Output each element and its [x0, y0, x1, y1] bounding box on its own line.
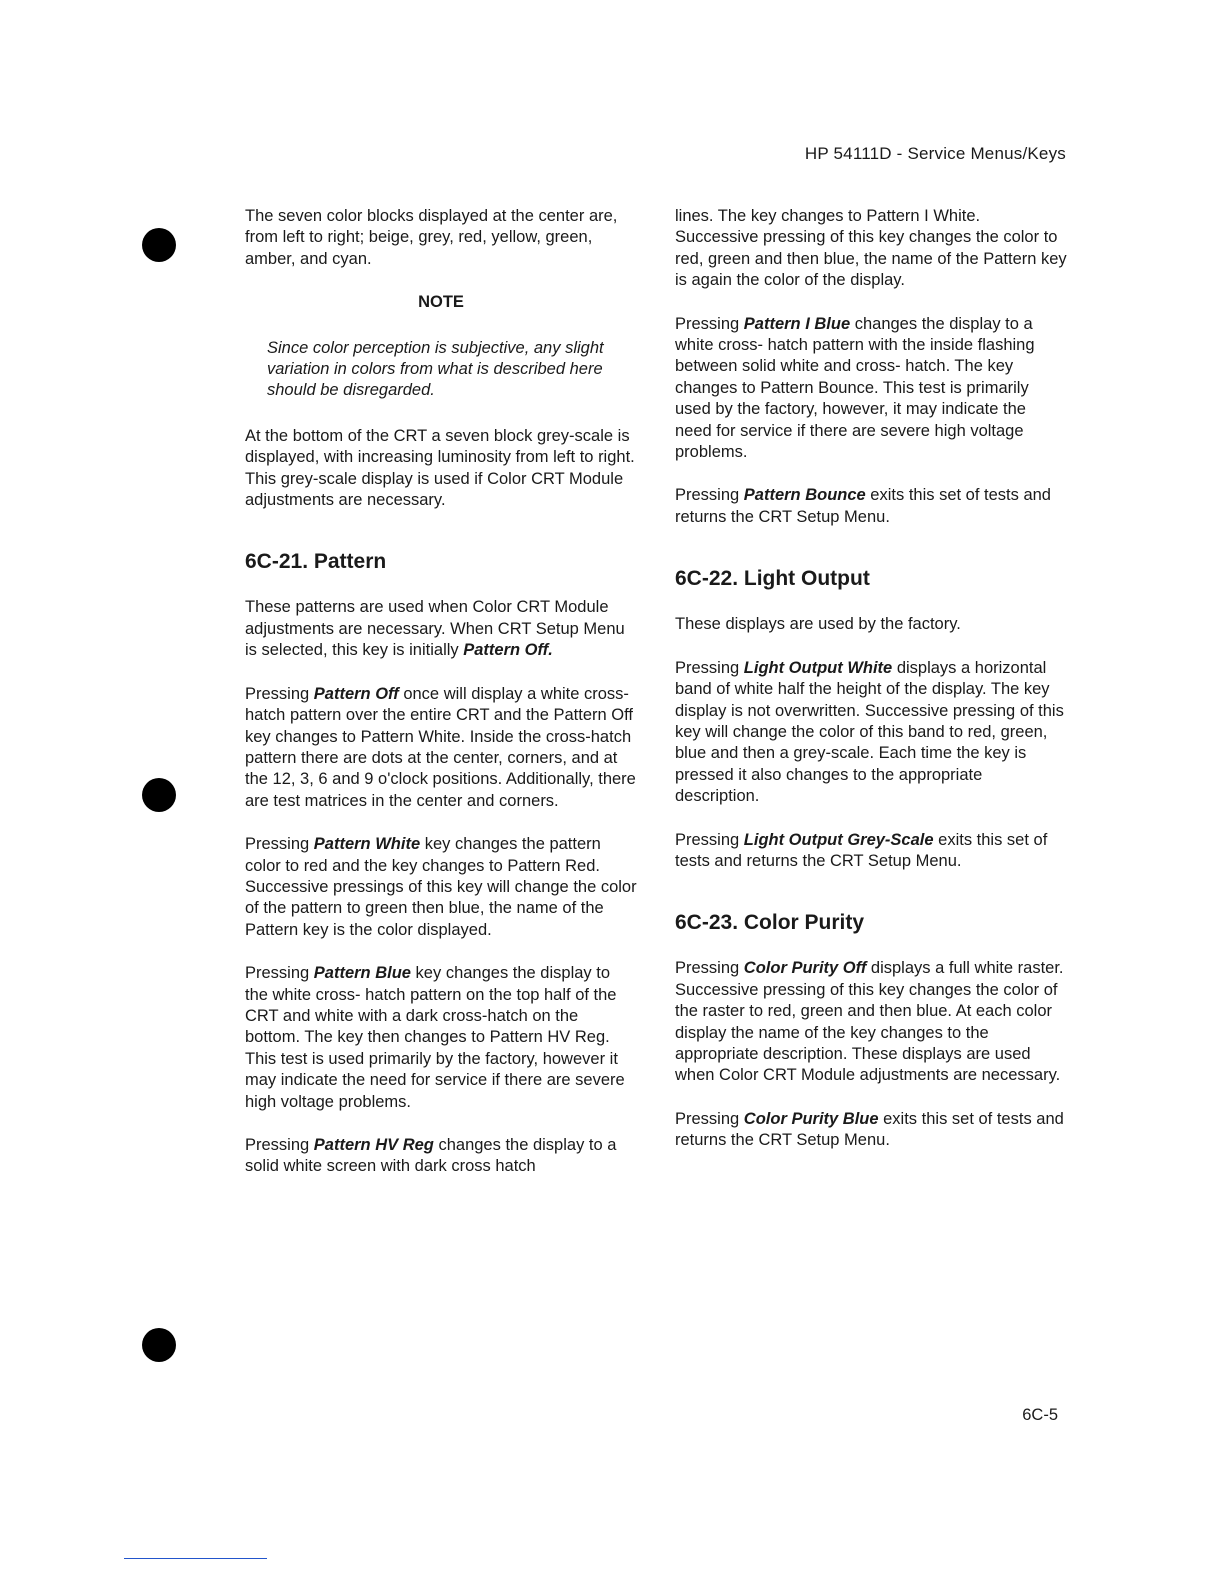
color-purity-blue-paragraph: Pressing Color Purity Blue exits this set of tests and returns the CRT Setup Menu.: [675, 1109, 1064, 1150]
key-name: Color Purity Blue: [743, 1109, 879, 1128]
key-name: Pattern White: [313, 835, 421, 854]
punch-hole-top: [142, 228, 176, 262]
section-heading-pattern: 6C-21. Pattern: [245, 550, 387, 574]
section-heading-light-output: 6C-22. Light Output: [675, 567, 870, 591]
running-header: HP 54111D - Service Menus/Keys: [804, 144, 1066, 163]
right-column: [675, 206, 1067, 1174]
section-heading-color-purity: 6C-23. Color Purity: [675, 911, 865, 935]
pattern-white-paragraph: Pressing Pattern White key changes the pattern color to red and the key changes to Pattern Red. Successive pressings of this key will change the color of the pattern to green then blue, the name of the Pattern key is the color displayed.: [245, 835, 637, 939]
key-name: Color Purity Off: [743, 959, 867, 978]
pattern-intro-paragraph: These patterns are used when Color CRT Module adjustments are necessary. When CRT Setup Menu is selected, this key is initially Pattern Off.: [245, 598, 625, 660]
color-purity-off-paragraph: Pressing Color Purity Off displays a full white raster. Successive pressing of this key changes the color of the raster to red, green and then blue. At each color display the name of the key changes to the appropriate description. These displays are used when Color CRT Module adjustments are necessary.: [675, 959, 1064, 1085]
key-name: Pattern Off.: [463, 641, 553, 660]
greyscale-paragraph: At the bottom of the CRT a seven block grey-scale is displayed, with increasing luminosity from left to right. This grey-scale display is used if Color CRT Module adjustments are necessary.: [245, 426, 635, 510]
note-heading: NOTE: [418, 293, 464, 312]
key-name: Pattern Bounce: [743, 486, 866, 505]
punch-hole-bottom: [142, 1328, 176, 1362]
pattern-blue-paragraph: Pressing Pattern Blue key changes the display to the white cross- hatch pattern on the top half of the CRT and white with a dark cross-hatch on the bottom. The key then changes to Pattern HV Reg. This test is used primarily by the factory, however it may indicate the need for service if there are severe high voltage problems.: [245, 964, 625, 1111]
bottom-rule: [124, 1558, 267, 1559]
pattern-hv-reg-paragraph: Pressing Pattern HV Reg changes the display to a solid white screen with dark cross hatch: [245, 1136, 617, 1176]
light-output-white-paragraph: Pressing Light Output White displays a horizontal band of white half the height of the display. The key display is not overwritten. Successive pressing of this key will change the color of this band to red, green, blue and then a grey-scale. Each time the key is pressed it also changes to the appropriate description.: [675, 658, 1064, 806]
key-name: Pattern Blue: [313, 964, 411, 983]
note-body: Since color perception is subjective, any slight variation in colors from what is described here should be disregarded.: [267, 338, 604, 400]
key-name: Pattern HV Reg: [313, 1136, 434, 1154]
intro-paragraph: The seven color blocks displayed at the center are, from left to right; beige, grey, red, yellow, green, amber, and cyan.: [245, 207, 618, 268]
left-column: [245, 206, 637, 1200]
pattern-bounce-paragraph: Pressing Pattern Bounce exits this set of tests and returns the CRT Setup Menu.: [675, 486, 1051, 526]
key-name: Pattern I Blue: [743, 314, 851, 333]
key-name: Light Output Grey-Scale: [743, 830, 934, 849]
light-output-grey-paragraph: Pressing Light Output Grey-Scale exits this set of tests and returns the CRT Setup Menu.: [675, 830, 1048, 870]
key-name: Light Output White: [743, 658, 893, 677]
pattern-i-blue-paragraph: Pressing Pattern I Blue changes the display to a white cross- hatch pattern with the inside flashing between solid white and cross- hatch. The key changes to Pattern Bounce. This test is primarily used by the factory, however, it may indicate the need for service if there are severe high voltage problems.: [675, 314, 1035, 462]
punch-hole-middle: [142, 778, 176, 812]
light-output-intro-paragraph: These displays are used by the factory.: [675, 615, 961, 634]
key-name: Pattern Off: [313, 684, 399, 703]
page-number: 6C-5: [1022, 1406, 1058, 1424]
continuation-paragraph: lines. The key changes to Pattern I White. Successive pressing of this key changes the color to red, green and then blue, the name of the Pattern key is again the color of the display.: [675, 207, 1067, 290]
pattern-off-paragraph: Pressing Pattern Off once will display a white cross-hatch pattern over the entire CRT and the Pattern Off key changes to Pattern White. Inside the cross-hatch pattern there are dots at the center, corners, and at the 12, 3, 6 and 9 o'clock positions. Additionally, there are test matrices in the center and corners.: [245, 684, 636, 810]
